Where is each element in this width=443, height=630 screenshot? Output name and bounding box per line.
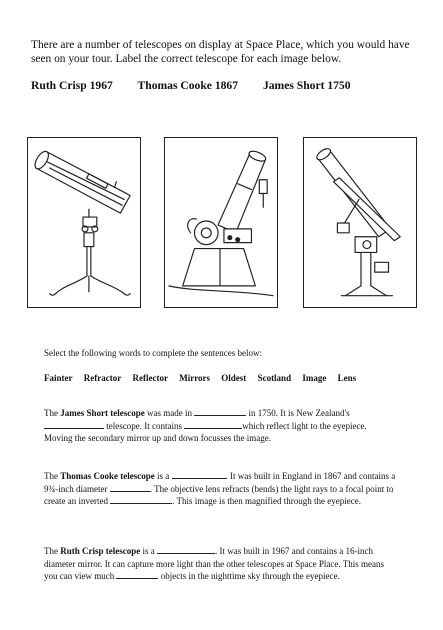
text: The xyxy=(44,408,61,418)
name-thomas-cooke: Thomas Cooke 1867 xyxy=(137,79,239,92)
text: in 1750. It is New Zealand's xyxy=(246,408,350,418)
telescope-name: James Short telescope xyxy=(60,408,145,418)
text: . It was built in England in 1867 and contains a 9¾-inch diameter xyxy=(44,471,396,494)
blank-line[interactable] xyxy=(172,470,226,479)
telescope-image-3 xyxy=(303,137,417,308)
text: was made in xyxy=(144,408,195,418)
telescope-image-2 xyxy=(164,137,278,308)
instruction-text: Select the following words to complete the sentences below: xyxy=(44,348,262,358)
text: is a xyxy=(154,471,172,481)
telescope-name-list xyxy=(31,79,426,92)
name-james-short: James Short 1750 xyxy=(262,79,351,92)
name-ruth-crisp: Ruth Crisp 1967 xyxy=(31,79,113,92)
paragraph-ruth-crisp xyxy=(44,545,396,583)
word-bank-item: Oldest xyxy=(221,373,247,383)
word-bank-item: Mirrors xyxy=(179,373,211,383)
blank-line[interactable] xyxy=(110,495,172,504)
text: telescope. It contains xyxy=(104,420,185,431)
text: The xyxy=(44,546,61,556)
blank-line[interactable] xyxy=(184,420,242,429)
text: The xyxy=(44,471,61,481)
word-bank-item: Fainter xyxy=(44,373,73,383)
word-bank-item: Scotland xyxy=(257,373,292,383)
telescope-name: Ruth Crisp telescope xyxy=(60,546,141,556)
intro-text: There are a number of telescopes on display at Space Place, which you would have seen on your tour. Label the correct telescope for each image below. xyxy=(31,39,410,65)
paragraph-james-short xyxy=(44,407,396,445)
word-bank-item: Image xyxy=(302,373,327,383)
block-telescope-drawing xyxy=(165,138,277,307)
text: . This image is then magnified through the eyepiece. xyxy=(172,496,361,507)
blank-line[interactable] xyxy=(116,570,158,579)
mounted-telescope-drawing xyxy=(304,138,416,307)
blank-line[interactable] xyxy=(44,420,104,429)
word-bank-item: Reflector xyxy=(132,373,168,383)
tripod-telescope-drawing xyxy=(28,138,140,307)
word-bank xyxy=(44,373,365,383)
text: is a xyxy=(140,546,157,556)
telescope-image-1 xyxy=(27,137,141,308)
word-bank-item: Refractor xyxy=(83,373,122,383)
paragraph-thomas-cooke xyxy=(44,470,396,508)
text: which reflect light to the eyepiece. Moving the secondary mirror up and down focusses the image. xyxy=(44,420,367,444)
text: objects in the nighttime sky through the eyepiece. xyxy=(158,571,340,582)
blank-line[interactable] xyxy=(110,483,150,492)
text: . The objective lens refracts (bends) the light rays to a focal point to create an inverted xyxy=(44,483,394,507)
blank-line[interactable] xyxy=(194,407,246,416)
word-bank-item: Lens xyxy=(337,373,357,383)
blank-line[interactable] xyxy=(157,545,215,554)
text: . It was built in 1967 and contains a 16-inch diameter mirror. It can capture more light than the other telescopes at Space Place. This means you can view much xyxy=(44,546,384,582)
telescope-name: Thomas Cooke telescope xyxy=(60,471,155,481)
